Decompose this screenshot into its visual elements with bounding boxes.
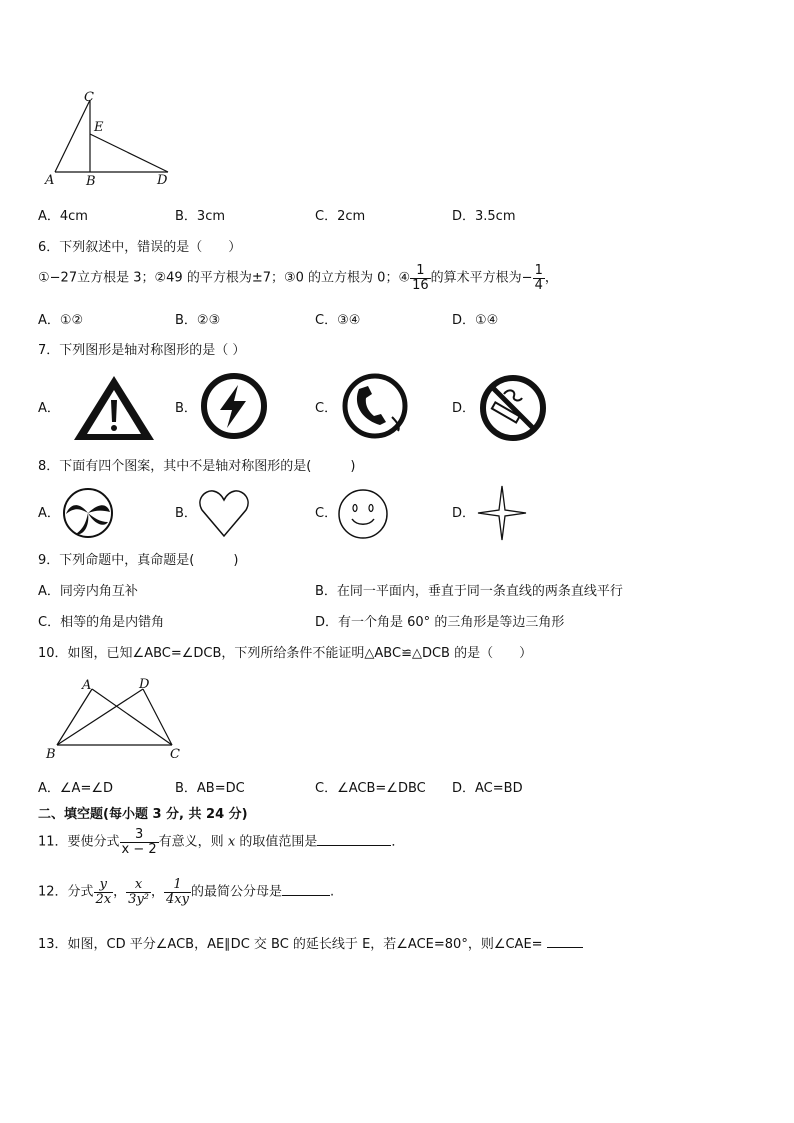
q7-label-d[interactable]: D． bbox=[452, 401, 476, 416]
q13-answer-blank[interactable] bbox=[547, 947, 583, 948]
q5-option-d[interactable]: D．3.5cm bbox=[452, 209, 516, 224]
q6-text-part2: 的算术平方根为− bbox=[430, 270, 533, 286]
q5-label-c: C bbox=[84, 90, 94, 105]
q6-text-end: ， bbox=[544, 270, 558, 286]
q10-option-d[interactable]: D．AC=BD bbox=[452, 781, 523, 796]
q6-frac-den: 16 bbox=[412, 277, 429, 293]
q5-option-c[interactable]: C．2cm bbox=[315, 209, 366, 224]
q11-line bbox=[38, 828, 404, 856]
q12-fraction-1 bbox=[94, 878, 114, 906]
q7-label-b[interactable]: B． bbox=[175, 401, 197, 416]
q12-prefix: 12．分式 bbox=[38, 884, 94, 900]
phone-icon bbox=[340, 373, 410, 439]
q9-option-c[interactable]: C．相等的角是内错角 bbox=[38, 615, 165, 630]
q11-mid: 有意义，则 bbox=[158, 834, 224, 850]
warning-icon bbox=[72, 374, 156, 442]
q12-f2-den: 3y² bbox=[128, 891, 149, 907]
q6-frac2-num: 1 bbox=[534, 263, 543, 278]
q12-f2-num: x bbox=[134, 877, 143, 892]
q12-answer-blank[interactable] bbox=[282, 895, 330, 896]
q5-option-a[interactable]: A．4cm bbox=[38, 209, 88, 224]
q5-label-e: E bbox=[94, 120, 104, 135]
q12-suffix: 的最简公分母是 bbox=[190, 884, 282, 900]
q10-option-c[interactable]: C．∠ACB=∠DBC bbox=[315, 781, 426, 796]
smiley-icon bbox=[337, 488, 389, 540]
q11-answer-blank[interactable] bbox=[317, 845, 391, 846]
q12-f3-num: 1 bbox=[173, 877, 182, 892]
q12-f1-num: y bbox=[99, 877, 108, 892]
q10-label-a: A bbox=[82, 678, 92, 693]
q12-f3-den: 4xy bbox=[166, 891, 189, 907]
q11-frac-den: x − 2 bbox=[121, 841, 157, 857]
q6-fraction-1-16 bbox=[410, 264, 431, 292]
q7-label-c[interactable]: C． bbox=[315, 401, 338, 416]
q5-label-d: D bbox=[157, 173, 168, 188]
q12-fraction-2 bbox=[126, 878, 151, 906]
q6-option-d[interactable]: D．①④ bbox=[452, 313, 499, 328]
star-icon bbox=[476, 484, 528, 542]
q8-label-b[interactable]: B． bbox=[175, 506, 197, 521]
q8-label-c[interactable]: C． bbox=[315, 506, 338, 521]
q6-fraction-1-4 bbox=[533, 264, 545, 292]
q8-stem: 8．下面有四个图案，其中不是轴对称图形的是( ) bbox=[38, 459, 356, 474]
q12-f1-den: 2x bbox=[95, 891, 112, 907]
q6-frac-num: 1 bbox=[416, 263, 425, 278]
q10-option-b[interactable]: B．AB=DC bbox=[175, 781, 245, 796]
q10-label-c: C bbox=[170, 747, 180, 762]
q10-stem: 10．如图，已知∠ABC=∠DCB，下列所给条件不能证明△ABC≌△DCB 的是（ ） bbox=[38, 646, 533, 661]
q12-end: . bbox=[329, 884, 335, 900]
q6-text-part1: ①−27立方根是 3；②49 的平方根为±7；③0 的立方根为 0；④ bbox=[38, 270, 411, 286]
q6-statement bbox=[38, 264, 558, 292]
section-2-title: 二、填空题(每小题 3 分, 共 24 分) bbox=[38, 807, 248, 822]
q11-prefix: 11．要使分式 bbox=[38, 834, 120, 850]
q5-option-b[interactable]: B．3cm bbox=[175, 209, 226, 224]
q5-label-b: B bbox=[86, 174, 96, 189]
q8-label-d[interactable]: D． bbox=[452, 506, 476, 521]
q5-label-a: A bbox=[45, 173, 55, 188]
q9-option-b[interactable]: B．在同一平面内，垂直于同一条直线的两条直线平行 bbox=[315, 584, 623, 599]
q11-end: ． bbox=[391, 834, 405, 850]
q6-option-b[interactable]: B．②③ bbox=[175, 313, 221, 328]
q12-line bbox=[38, 878, 334, 906]
q11-fraction bbox=[120, 828, 159, 856]
q10-option-a[interactable]: A．∠A=∠D bbox=[38, 781, 113, 796]
q6-option-c[interactable]: C．③④ bbox=[315, 313, 361, 328]
q11-var: x bbox=[227, 834, 236, 850]
q11-frac-num: 3 bbox=[134, 827, 144, 842]
q13-text: 13．如图，CD 平分∠ACB，AE∥DC 交 BC 的延长线于 E，若∠ACE=80°，则∠CAE= bbox=[38, 937, 547, 952]
q6-option-a[interactable]: A．①② bbox=[38, 313, 84, 328]
q12-fraction-3 bbox=[164, 878, 191, 906]
q6-frac2-den: 4 bbox=[534, 277, 543, 293]
q6-stem: 6．下列叙述中，错误的是（ ） bbox=[38, 240, 242, 255]
q7-label-a[interactable]: A． bbox=[38, 401, 60, 416]
no-smoking-icon bbox=[478, 374, 548, 442]
q12-sep-1: ， bbox=[113, 884, 127, 900]
q7-stem: 7．下列图形是轴对称图形的是（ ） bbox=[38, 343, 246, 358]
q10-label-b: B bbox=[46, 747, 56, 762]
q9-option-d[interactable]: D．有一个角是 60° 的三角形是等边三角形 bbox=[315, 615, 565, 630]
q8-label-a[interactable]: A． bbox=[38, 506, 60, 521]
lightning-icon bbox=[200, 372, 268, 440]
q12-sep-2: ， bbox=[151, 884, 165, 900]
q11-suffix: 的取值范围是 bbox=[239, 834, 318, 850]
swirl-icon bbox=[62, 488, 114, 538]
q10-label-d: D bbox=[139, 677, 150, 692]
q13-line bbox=[38, 938, 583, 951]
q9-stem: 9．下列命题中，真命题是( ) bbox=[38, 553, 239, 568]
heart-icon bbox=[198, 488, 250, 540]
q9-option-a[interactable]: A．同旁内角互补 bbox=[38, 584, 138, 599]
